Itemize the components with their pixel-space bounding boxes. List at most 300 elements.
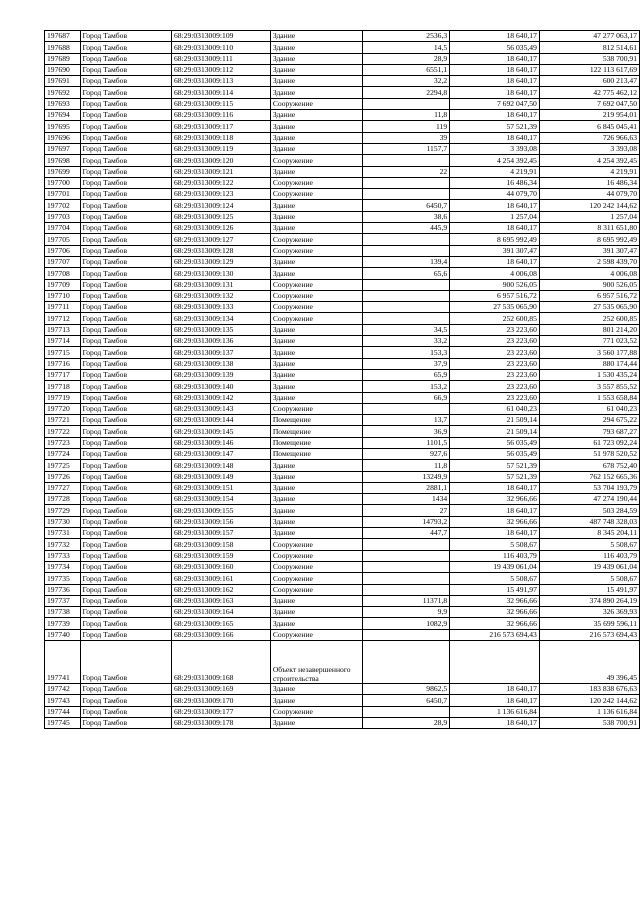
specific-value-cell: 4 219,91: [450, 166, 540, 177]
area-cell: 6450,7: [362, 695, 449, 706]
area-cell: [362, 573, 449, 584]
table-row: [45, 471, 640, 482]
table-row: [45, 629, 640, 640]
cadastral-value-cell: 47 277 063,17: [539, 31, 639, 42]
cadastral-number-cell: 68:29:0313009:169: [171, 684, 270, 695]
locality-cell: Город Тамбов: [80, 415, 171, 426]
cadastral-number-cell: 68:29:0313009:164: [171, 607, 270, 618]
object-type-cell: Здание: [270, 256, 362, 267]
object-type-cell: Сооружение: [270, 290, 362, 301]
locality-cell: Город Тамбов: [80, 550, 171, 561]
locality-cell: Город Тамбов: [80, 684, 171, 695]
area-cell: 139,4: [362, 256, 449, 267]
table-row: [45, 706, 640, 717]
cadastral-value-cell: 771 023,52: [539, 336, 639, 347]
area-cell: 445,9: [362, 223, 449, 234]
locality-cell: Город Тамбов: [80, 347, 171, 358]
specific-value-cell: 18 640,17: [450, 31, 540, 42]
specific-value-cell: 252 600,85: [450, 313, 540, 324]
area-cell: 28,9: [362, 717, 449, 728]
record-number-cell: 197710: [45, 290, 81, 301]
cadastral-value-cell: 294 675,22: [539, 415, 639, 426]
record-number-cell: 197719: [45, 392, 81, 403]
area-cell: 33,2: [362, 336, 449, 347]
cadastral-number-cell: 68:29:0313009:139: [171, 369, 270, 380]
locality-cell: Город Тамбов: [80, 494, 171, 505]
cadastral-number-cell: 68:29:0313009:115: [171, 98, 270, 109]
cadastral-number-cell: 68:29:0313009:166: [171, 629, 270, 640]
cadastral-value-cell: 678 752,40: [539, 460, 639, 471]
specific-value-cell: 15 491,97: [450, 584, 540, 595]
table-row: [45, 245, 640, 256]
area-cell: 11371,8: [362, 595, 449, 606]
area-cell: [362, 403, 449, 414]
area-cell: [362, 155, 449, 166]
specific-value-cell: 7 692 047,50: [450, 98, 540, 109]
table-row: [45, 200, 640, 211]
area-cell: 2536,3: [362, 31, 449, 42]
area-cell: 9,9: [362, 607, 449, 618]
locality-cell: Город Тамбов: [80, 31, 171, 42]
locality-cell: Город Тамбов: [80, 695, 171, 706]
locality-cell: Город Тамбов: [80, 482, 171, 493]
record-number-cell: 197692: [45, 87, 81, 98]
record-number-cell: 197709: [45, 279, 81, 290]
locality-cell: Город Тамбов: [80, 607, 171, 618]
cadastral-number-cell: 68:29:0313009:154: [171, 494, 270, 505]
area-cell: 447,7: [362, 528, 449, 539]
specific-value-cell: 5 508,67: [450, 539, 540, 550]
record-number-cell: 197725: [45, 460, 81, 471]
record-number-cell: 197712: [45, 313, 81, 324]
area-cell: [362, 234, 449, 245]
cadastral-value-cell: 44 079,70: [539, 189, 639, 200]
table-row: [45, 717, 640, 728]
specific-value-cell: 16 486,34: [450, 177, 540, 188]
specific-value-cell: 23 223,60: [450, 347, 540, 358]
object-type-cell: Здание: [270, 482, 362, 493]
specific-value-cell: 18 640,17: [450, 132, 540, 143]
object-type-cell: Здание: [270, 53, 362, 64]
object-type-cell: Сооружение: [270, 302, 362, 313]
object-type-cell: Помещение: [270, 448, 362, 459]
cadastral-number-cell: 68:29:0313009:121: [171, 166, 270, 177]
record-number-cell: 197745: [45, 717, 81, 728]
cadastral-value-cell: 726 966,63: [539, 132, 639, 143]
specific-value-cell: 391 307,47: [450, 245, 540, 256]
area-cell: 6450,7: [362, 200, 449, 211]
area-cell: [362, 313, 449, 324]
specific-value-cell: 18 640,17: [450, 110, 540, 121]
record-number-cell: 197711: [45, 302, 81, 313]
area-cell: 27: [362, 505, 449, 516]
specific-value-cell: 56 035,49: [450, 448, 540, 459]
cadastral-value-cell: 42 775 462,12: [539, 87, 639, 98]
cadastral-value-cell: 2 598 439,70: [539, 256, 639, 267]
specific-value-cell: 57 521,39: [450, 460, 540, 471]
locality-cell: Город Тамбов: [80, 234, 171, 245]
table-row: [45, 437, 640, 448]
object-type-cell: Здание: [270, 494, 362, 505]
record-number-cell: 197726: [45, 471, 81, 482]
object-type-cell: Объект незавершенного строительства: [270, 641, 362, 684]
table-row: [45, 98, 640, 109]
cadastral-value-cell: 793 687,27: [539, 426, 639, 437]
record-number-cell: 197697: [45, 143, 81, 154]
specific-value-cell: 23 223,60: [450, 336, 540, 347]
area-cell: [362, 706, 449, 717]
cadastral-number-cell: 68:29:0313009:160: [171, 561, 270, 572]
record-number-cell: 197689: [45, 53, 81, 64]
record-number-cell: 197717: [45, 369, 81, 380]
cadastral-value-cell: 15 491,97: [539, 584, 639, 595]
area-cell: 22: [362, 166, 449, 177]
object-type-cell: Здание: [270, 64, 362, 75]
object-type-cell: Здание: [270, 392, 362, 403]
object-type-cell: Сооружение: [270, 189, 362, 200]
object-type-cell: Сооружение: [270, 279, 362, 290]
table-row: [45, 684, 640, 695]
cadastral-number-cell: 68:29:0313009:158: [171, 539, 270, 550]
area-cell: 38,6: [362, 211, 449, 222]
object-type-cell: Здание: [270, 324, 362, 335]
area-cell: 14,5: [362, 42, 449, 53]
specific-value-cell: 18 640,17: [450, 684, 540, 695]
area-cell: 36,9: [362, 426, 449, 437]
record-number-cell: 197713: [45, 324, 81, 335]
cadastral-value-cell: 252 600,85: [539, 313, 639, 324]
locality-cell: Город Тамбов: [80, 358, 171, 369]
cadastral-value-cell: 3 393,08: [539, 143, 639, 154]
table-row: [45, 31, 640, 42]
record-number-cell: 197720: [45, 403, 81, 414]
object-type-cell: Сооружение: [270, 98, 362, 109]
record-number-cell: 197691: [45, 76, 81, 87]
object-type-cell: Здание: [270, 528, 362, 539]
object-type-cell: Здание: [270, 268, 362, 279]
cadastral-number-cell: 68:29:0313009:162: [171, 584, 270, 595]
cadastral-number-cell: 68:29:0313009:125: [171, 211, 270, 222]
cadastral-value-cell: 600 213,47: [539, 76, 639, 87]
object-type-cell: Сооружение: [270, 629, 362, 640]
specific-value-cell: 116 403,79: [450, 550, 540, 561]
area-cell: 927,6: [362, 448, 449, 459]
object-type-cell: Здание: [270, 76, 362, 87]
locality-cell: Город Тамбов: [80, 290, 171, 301]
area-cell: 1157,7: [362, 143, 449, 154]
table-row: [45, 87, 640, 98]
record-number-cell: 197741: [45, 641, 81, 684]
area-cell: 11,8: [362, 460, 449, 471]
specific-value-cell: 27 535 065,90: [450, 302, 540, 313]
object-type-cell: Сооружение: [270, 561, 362, 572]
cadastral-value-cell: 1 530 435,24: [539, 369, 639, 380]
locality-cell: Город Тамбов: [80, 573, 171, 584]
table-row: [45, 223, 640, 234]
object-type-cell: Здание: [270, 42, 362, 53]
locality-cell: Город Тамбов: [80, 245, 171, 256]
area-cell: [362, 641, 449, 684]
record-number-cell: 197733: [45, 550, 81, 561]
area-cell: [362, 550, 449, 561]
cadastral-number-cell: 68:29:0313009:110: [171, 42, 270, 53]
cadastral-value-cell: 880 174,44: [539, 358, 639, 369]
object-type-cell: Сооружение: [270, 539, 362, 550]
cadastral-value-cell: 35 699 596,11: [539, 618, 639, 629]
record-number-cell: 197722: [45, 426, 81, 437]
locality-cell: Город Тамбов: [80, 561, 171, 572]
table-row: [45, 110, 640, 121]
specific-value-cell: 18 640,17: [450, 717, 540, 728]
specific-value-cell: 23 223,60: [450, 369, 540, 380]
record-number-cell: 197744: [45, 706, 81, 717]
record-number-cell: 197698: [45, 155, 81, 166]
cadastral-number-cell: 68:29:0313009:116: [171, 110, 270, 121]
table-row: [45, 426, 640, 437]
record-number-cell: 197740: [45, 629, 81, 640]
table-row: [45, 369, 640, 380]
table-row: [45, 550, 640, 561]
cadastral-number-cell: 68:29:0313009:143: [171, 403, 270, 414]
area-cell: 1101,5: [362, 437, 449, 448]
specific-value-cell: 57 521,39: [450, 471, 540, 482]
record-number-cell: 197690: [45, 64, 81, 75]
locality-cell: Город Тамбов: [80, 471, 171, 482]
table-row: [45, 584, 640, 595]
table-row: [45, 324, 640, 335]
table-body: [45, 31, 640, 729]
record-number-cell: 197706: [45, 245, 81, 256]
cadastral-number-cell: 68:29:0313009:114: [171, 87, 270, 98]
object-type-cell: Здание: [270, 618, 362, 629]
cadastral-value-cell: 122 113 617,69: [539, 64, 639, 75]
specific-value-cell: 18 640,17: [450, 64, 540, 75]
locality-cell: Город Тамбов: [80, 539, 171, 550]
area-cell: [362, 189, 449, 200]
specific-value-cell: 18 640,17: [450, 528, 540, 539]
object-type-cell: Здание: [270, 381, 362, 392]
table-row: [45, 607, 640, 618]
locality-cell: Город Тамбов: [80, 223, 171, 234]
table-row: [45, 302, 640, 313]
area-cell: 1082,9: [362, 618, 449, 629]
cadastral-value-cell: 391 307,47: [539, 245, 639, 256]
specific-value-cell: 23 223,60: [450, 392, 540, 403]
cadastral-number-cell: 68:29:0313009:170: [171, 695, 270, 706]
record-number-cell: 197734: [45, 561, 81, 572]
cadastral-value-cell: 5 508,67: [539, 539, 639, 550]
table-row: [45, 53, 640, 64]
locality-cell: Город Тамбов: [80, 595, 171, 606]
cadastral-number-cell: 68:29:0313009:111: [171, 53, 270, 64]
cadastral-value-cell: 4 219,91: [539, 166, 639, 177]
table-row: [45, 313, 640, 324]
specific-value-cell: 32 966,66: [450, 595, 540, 606]
table-row: [45, 494, 640, 505]
cadastral-value-cell: 19 439 061,04: [539, 561, 639, 572]
table-row: [45, 268, 640, 279]
area-cell: [362, 98, 449, 109]
specific-value-cell: 4 254 392,45: [450, 155, 540, 166]
table-row: [45, 256, 640, 267]
object-type-cell: Здание: [270, 595, 362, 606]
area-cell: 1434: [362, 494, 449, 505]
cadastral-number-cell: 68:29:0313009:117: [171, 121, 270, 132]
record-number-cell: 197737: [45, 595, 81, 606]
table-row: [45, 155, 640, 166]
locality-cell: Город Тамбов: [80, 460, 171, 471]
cadastral-number-cell: 68:29:0313009:133: [171, 302, 270, 313]
locality-cell: Город Тамбов: [80, 155, 171, 166]
locality-cell: Город Тамбов: [80, 629, 171, 640]
object-type-cell: Здание: [270, 695, 362, 706]
area-cell: 119: [362, 121, 449, 132]
cadastral-value-cell: 900 526,05: [539, 279, 639, 290]
cadastral-number-cell: 68:29:0313009:127: [171, 234, 270, 245]
specific-value-cell: 8 695 992,49: [450, 234, 540, 245]
object-type-cell: Сооружение: [270, 177, 362, 188]
table-row: [45, 403, 640, 414]
cadastral-value-cell: 27 535 065,90: [539, 302, 639, 313]
locality-cell: Город Тамбов: [80, 618, 171, 629]
cadastral-value-cell: 503 284,59: [539, 505, 639, 516]
object-type-cell: Здание: [270, 132, 362, 143]
cadastral-value-cell: 4 254 392,45: [539, 155, 639, 166]
table-row: [45, 695, 640, 706]
specific-value-cell: 18 640,17: [450, 53, 540, 64]
specific-value-cell: 1 136 616,84: [450, 706, 540, 717]
cadastral-number-cell: 68:29:0313009:149: [171, 471, 270, 482]
record-number-cell: 197730: [45, 516, 81, 527]
cadastral-value-cell: 5 508,67: [539, 573, 639, 584]
record-number-cell: 197695: [45, 121, 81, 132]
locality-cell: Город Тамбов: [80, 641, 171, 684]
cadastral-value-cell: 120 242 144,62: [539, 200, 639, 211]
record-number-cell: 197742: [45, 684, 81, 695]
area-cell: [362, 177, 449, 188]
record-number-cell: 197728: [45, 494, 81, 505]
locality-cell: Город Тамбов: [80, 166, 171, 177]
cadastral-number-cell: 68:29:0313009:165: [171, 618, 270, 629]
object-type-cell: Сооружение: [270, 706, 362, 717]
record-number-cell: 197696: [45, 132, 81, 143]
object-type-cell: Сооружение: [270, 245, 362, 256]
area-cell: 32,2: [362, 76, 449, 87]
table-row: [45, 505, 640, 516]
record-number-cell: 197702: [45, 200, 81, 211]
cadastral-value-cell: 49 396,45: [539, 641, 639, 684]
specific-value-cell: 5 508,67: [450, 573, 540, 584]
cadastral-number-cell: 68:29:0313009:148: [171, 460, 270, 471]
object-type-cell: Сооружение: [270, 234, 362, 245]
cadastral-number-cell: 68:29:0313009:122: [171, 177, 270, 188]
locality-cell: Город Тамбов: [80, 279, 171, 290]
locality-cell: Город Тамбов: [80, 336, 171, 347]
object-type-cell: Здание: [270, 121, 362, 132]
cadastral-value-cell: 4 006,08: [539, 268, 639, 279]
cadastral-number-cell: 68:29:0313009:135: [171, 324, 270, 335]
locality-cell: Город Тамбов: [80, 505, 171, 516]
object-type-cell: Помещение: [270, 415, 362, 426]
specific-value-cell: 18 640,17: [450, 695, 540, 706]
object-type-cell: Здание: [270, 460, 362, 471]
cadastral-number-cell: 68:29:0313009:144: [171, 415, 270, 426]
locality-cell: Город Тамбов: [80, 110, 171, 121]
table-row: [45, 166, 640, 177]
specific-value-cell: 19 439 061,04: [450, 561, 540, 572]
locality-cell: Город Тамбов: [80, 448, 171, 459]
record-number-cell: 197718: [45, 381, 81, 392]
object-type-cell: Здание: [270, 211, 362, 222]
cadastral-value-cell: 51 978 520,52: [539, 448, 639, 459]
cadastral-value-cell: 1 136 616,84: [539, 706, 639, 717]
cadastral-number-cell: 68:29:0313009:156: [171, 516, 270, 527]
record-number-cell: 197700: [45, 177, 81, 188]
specific-value-cell: 1 257,04: [450, 211, 540, 222]
table-row: [45, 561, 640, 572]
specific-value-cell: 44 079,70: [450, 189, 540, 200]
locality-cell: Город Тамбов: [80, 121, 171, 132]
cadastral-number-cell: 68:29:0313009:109: [171, 31, 270, 42]
locality-cell: Город Тамбов: [80, 98, 171, 109]
cadastral-value-cell: 116 403,79: [539, 550, 639, 561]
area-cell: [362, 302, 449, 313]
locality-cell: Город Тамбов: [80, 211, 171, 222]
table-row: [45, 460, 640, 471]
locality-cell: Город Тамбов: [80, 189, 171, 200]
object-type-cell: Здание: [270, 684, 362, 695]
table-row: [45, 234, 640, 245]
object-type-cell: Помещение: [270, 426, 362, 437]
cadastral-value-cell: 538 700,91: [539, 717, 639, 728]
locality-cell: Город Тамбов: [80, 87, 171, 98]
locality-cell: Город Тамбов: [80, 584, 171, 595]
record-number-cell: 197701: [45, 189, 81, 200]
specific-value-cell: 32 966,66: [450, 607, 540, 618]
cadastral-number-cell: 68:29:0313009:134: [171, 313, 270, 324]
cadastral-number-cell: 68:29:0313009:177: [171, 706, 270, 717]
table-row: [45, 516, 640, 527]
cadastral-value-cell: 183 838 676,63: [539, 684, 639, 695]
cadastral-number-cell: 68:29:0313009:157: [171, 528, 270, 539]
table-row: [45, 132, 640, 143]
cadastral-value-cell: 487 748 328,03: [539, 516, 639, 527]
locality-cell: Город Тамбов: [80, 42, 171, 53]
cadastral-number-cell: 68:29:0313009:123: [171, 189, 270, 200]
area-cell: 14793,2: [362, 516, 449, 527]
table-row: [45, 347, 640, 358]
area-cell: [362, 561, 449, 572]
record-number-cell: 197739: [45, 618, 81, 629]
specific-value-cell: 57 521,39: [450, 121, 540, 132]
cadastral-number-cell: 68:29:0313009:145: [171, 426, 270, 437]
record-number-cell: 197743: [45, 695, 81, 706]
area-cell: 2294,8: [362, 87, 449, 98]
table-row: [45, 143, 640, 154]
area-cell: 153,3: [362, 347, 449, 358]
cadastral-value-cell: 326 369,93: [539, 607, 639, 618]
cadastral-number-cell: 68:29:0313009:131: [171, 279, 270, 290]
specific-value-cell: 216 573 694,43: [450, 629, 540, 640]
object-type-cell: Здание: [270, 471, 362, 482]
object-type-cell: Здание: [270, 505, 362, 516]
area-cell: 65,6: [362, 268, 449, 279]
area-cell: 13,7: [362, 415, 449, 426]
object-type-cell: Здание: [270, 87, 362, 98]
record-number-cell: 197693: [45, 98, 81, 109]
specific-value-cell: 18 640,17: [450, 256, 540, 267]
locality-cell: Город Тамбов: [80, 200, 171, 211]
